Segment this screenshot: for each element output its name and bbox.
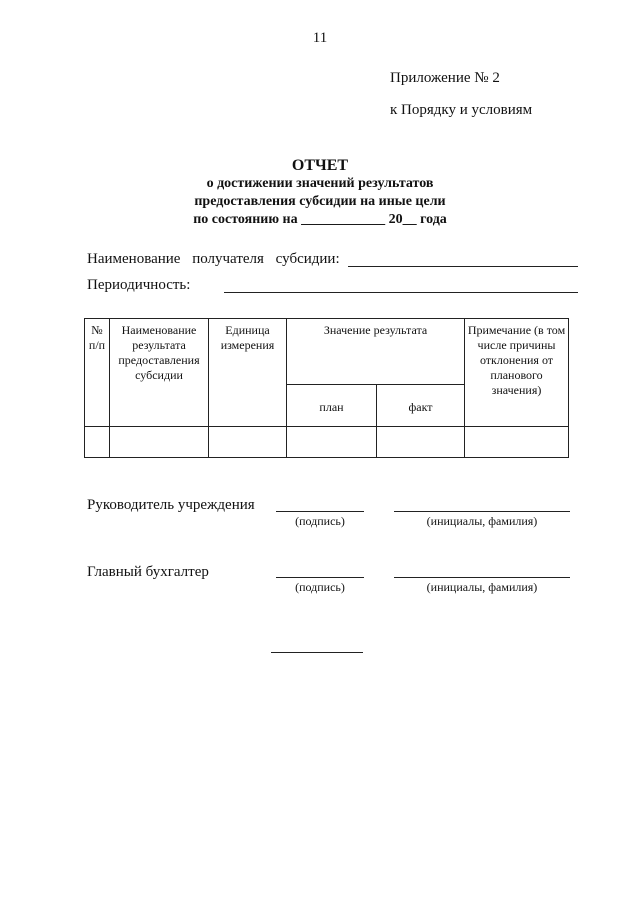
report-title: ОТЧЕТ bbox=[291, 157, 349, 174]
appendix-label: Приложение № 2 bbox=[390, 70, 500, 86]
table-cell[interactable] bbox=[209, 427, 287, 458]
table-cell[interactable] bbox=[465, 427, 569, 458]
header-note: Примечание (в том числе причины отклонения от планового значения) bbox=[465, 319, 569, 427]
accountant-signature-label: Главный бухгалтер bbox=[87, 564, 209, 580]
table-cell[interactable] bbox=[287, 427, 377, 458]
accountant-name-line[interactable] bbox=[394, 577, 570, 578]
report-title-block bbox=[150, 157, 490, 229]
table-row bbox=[85, 427, 569, 458]
header-num: № п/п bbox=[85, 319, 110, 427]
head-signature-caption: (подпись) bbox=[295, 514, 345, 528]
periodicity-input-line[interactable] bbox=[224, 292, 578, 293]
header-unit: Единица измерения bbox=[209, 319, 287, 427]
recipient-label: Наименование получателя субсидии: bbox=[87, 251, 340, 267]
header-result-value: Значение результата bbox=[287, 319, 465, 385]
report-subtitle-line-2: предоставления субсидии на иные цели bbox=[194, 194, 446, 209]
report-subtitle-line-1: о достижении значений результатов bbox=[206, 176, 434, 191]
table-cell[interactable] bbox=[110, 427, 209, 458]
header-fact: факт bbox=[377, 385, 465, 427]
accountant-signature-caption: (подпись) bbox=[295, 580, 345, 594]
head-signature-line[interactable] bbox=[276, 511, 364, 512]
accountant-signature-line[interactable] bbox=[276, 577, 364, 578]
table-cell[interactable] bbox=[85, 427, 110, 458]
accountant-name-caption: (инициалы, фамилия) bbox=[426, 580, 538, 594]
date-line[interactable] bbox=[271, 652, 363, 653]
head-signature-label: Руководитель учреждения bbox=[87, 497, 255, 513]
results-table bbox=[84, 318, 569, 458]
head-name-caption: (инициалы, фамилия) bbox=[426, 514, 538, 528]
report-date-line: по состоянию на ____________ 20__ года bbox=[193, 212, 447, 227]
header-result-name: Наименование результата предоставления субсидии bbox=[110, 319, 209, 427]
appendix-subtitle: к Порядку и условиям bbox=[390, 102, 533, 118]
table-cell[interactable] bbox=[377, 427, 465, 458]
header-plan: план bbox=[287, 385, 377, 427]
head-name-line[interactable] bbox=[394, 511, 570, 512]
page-number: 11 bbox=[312, 30, 328, 46]
periodicity-label: Периодичность: bbox=[87, 277, 191, 293]
recipient-input-line[interactable] bbox=[348, 266, 578, 267]
